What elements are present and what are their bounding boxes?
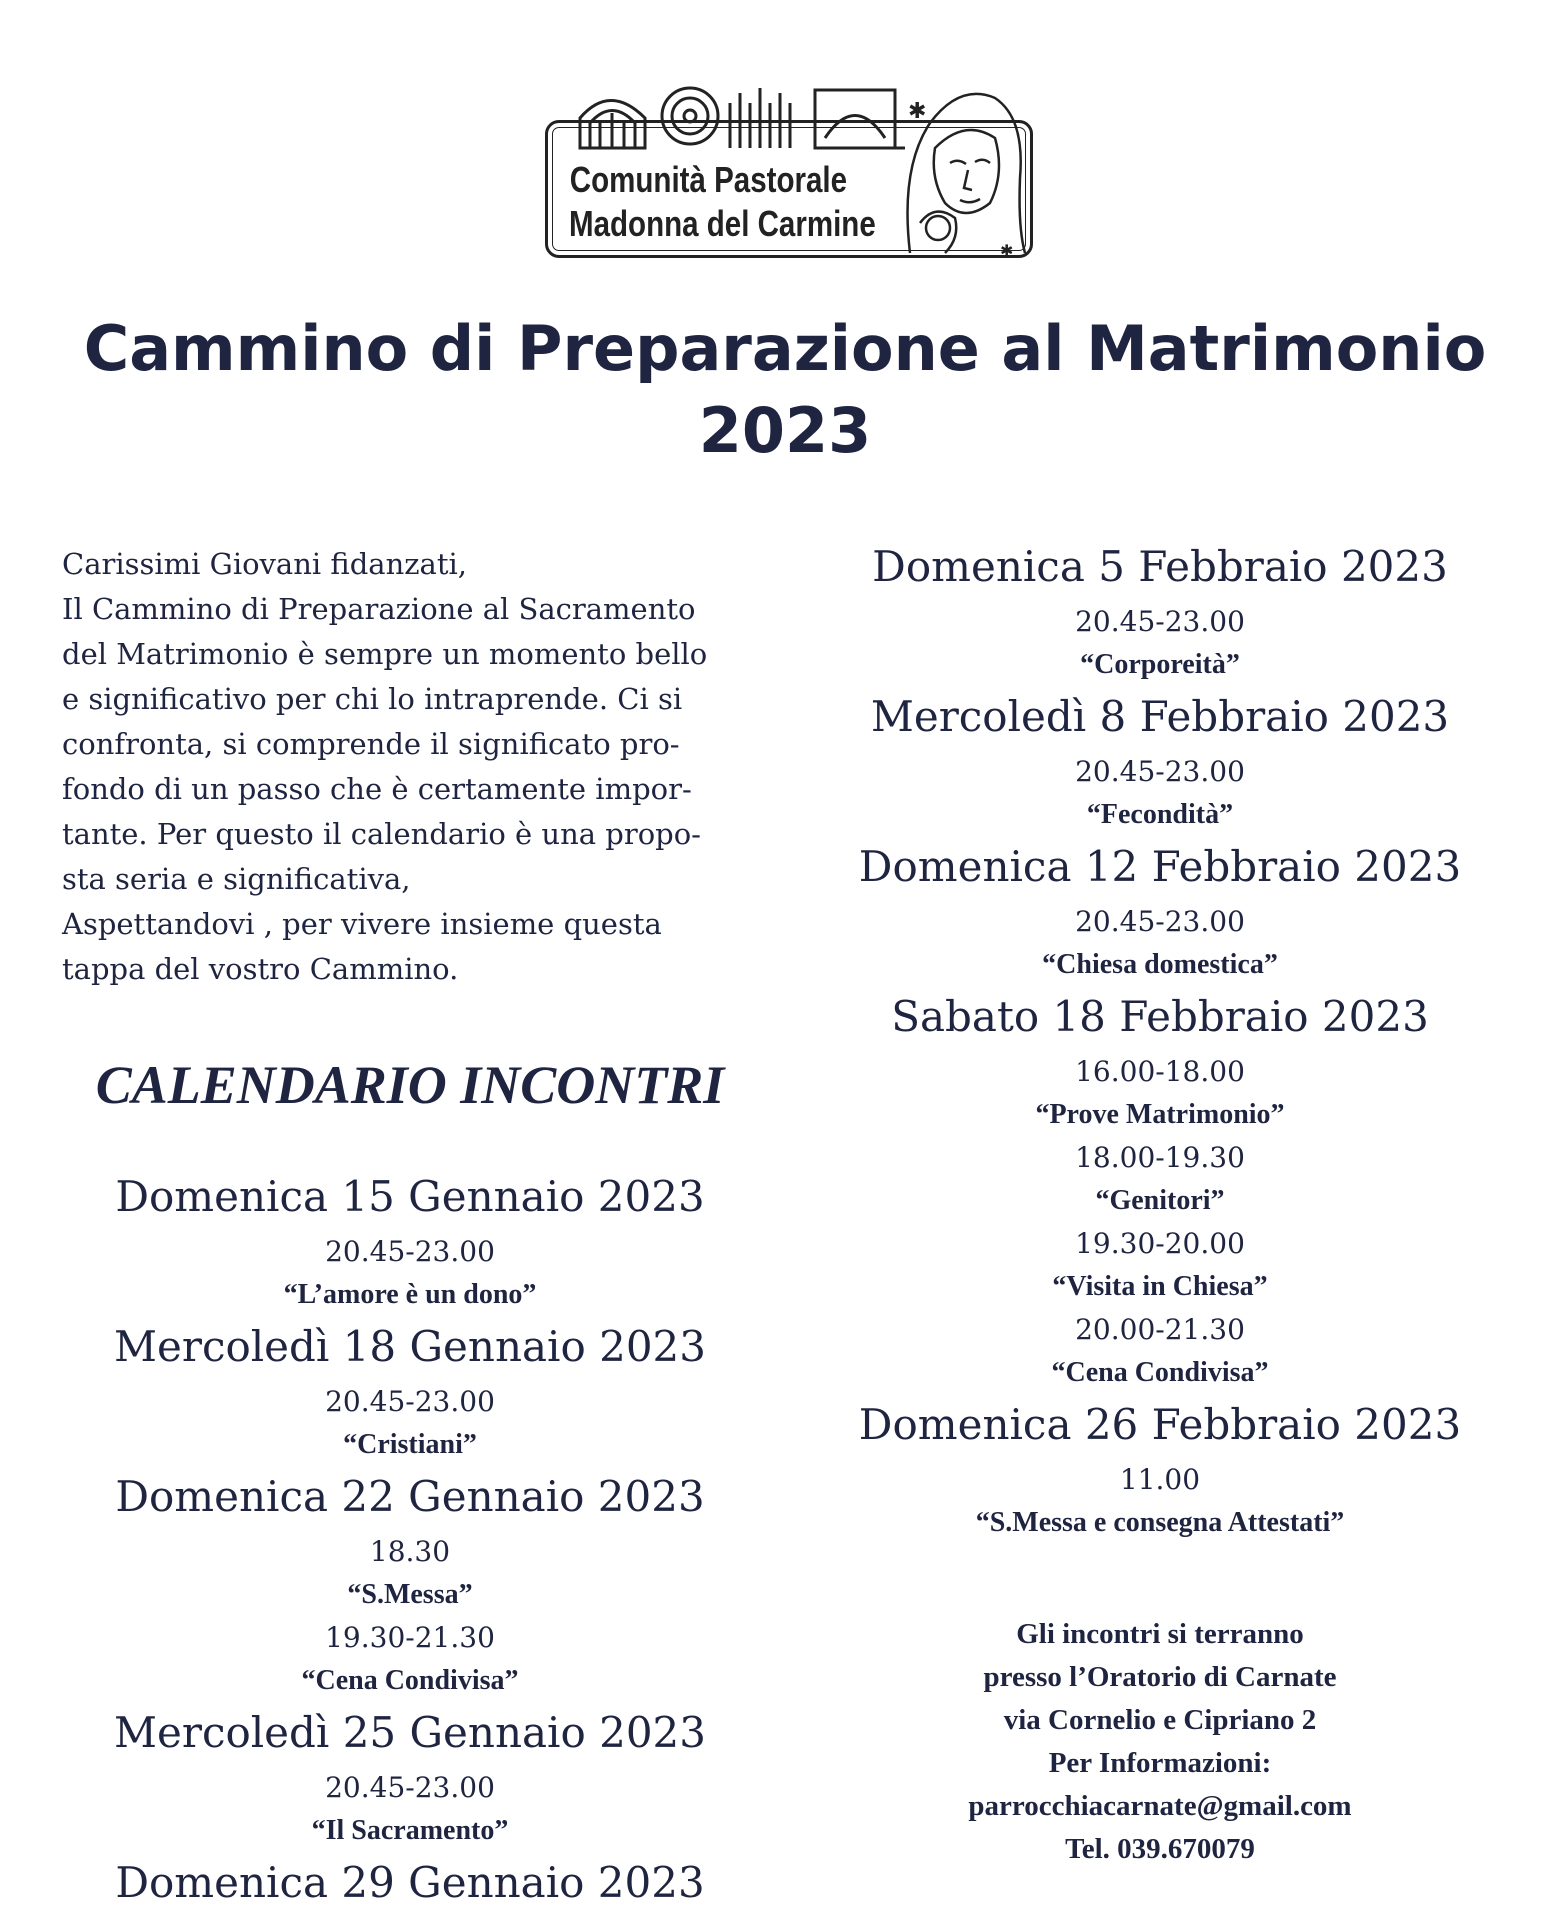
logo-line1: Comunità Pastorale <box>569 159 848 200</box>
madonna-icon <box>890 78 1030 263</box>
logo <box>545 78 1040 268</box>
calendar-title: CALENDARIO INCONTRI <box>95 1055 725 1115</box>
event-time: 18.00-19.30 <box>1075 1141 1245 1174</box>
event-date: Domenica 26 Febbraio 2023 <box>858 1400 1462 1449</box>
intro-line: sta seria e significativa, <box>62 862 411 896</box>
event-time: 19.30-21.30 <box>325 1621 495 1654</box>
event-date: Mercoledì 18 Gennaio 2023 <box>114 1322 706 1371</box>
intro-line: Aspettandovi , per vivere insieme questa <box>62 907 662 941</box>
event-topic: “Cena Condivisa” <box>301 1665 519 1696</box>
event-date: Domenica 29 Gennaio 2023 <box>115 1858 705 1907</box>
event-time: 16.00-18.00 <box>1075 1055 1245 1088</box>
schedule-right <box>790 535 1530 1871</box>
email-link[interactable]: parrocchiacarnate@gmail.com <box>968 1790 1352 1822</box>
event-time: 20.45-23.00 <box>325 1385 495 1418</box>
page-title <box>60 308 1510 472</box>
info-line: Gli incontri si terranno <box>1016 1618 1304 1650</box>
intro-line: tappa del vostro Cammino. <box>62 952 459 986</box>
title-line1: Cammino di Preparazione al Matrimonio <box>83 312 1487 385</box>
intro-line: Il Cammino di Preparazione al Sacramento <box>62 592 696 626</box>
event-time: 20.45-23.00 <box>1075 905 1245 938</box>
intro-line: del Matrimonio è sempre un momento bello <box>62 637 708 671</box>
intro-line: Carissimi Giovani fidanzati, <box>62 547 467 581</box>
event-topic: “Prove Matrimonio” <box>1035 1099 1285 1130</box>
event-date: Sabato 18 Febbraio 2023 <box>891 992 1429 1041</box>
event-time: 18.30 <box>369 1535 451 1568</box>
event-topic: “S.Messa” <box>347 1579 473 1610</box>
event-time: 20.45-23.00 <box>1075 605 1245 638</box>
logo-text <box>569 158 876 246</box>
info-line: presso l’Oratorio di Carnate <box>983 1661 1337 1693</box>
event-topic: “S.Messa e consegna Attestati” <box>975 1507 1345 1538</box>
event-time: 20.45-23.00 <box>325 1235 495 1268</box>
event-topic: “Corporeità” <box>1080 649 1240 680</box>
event-date: Domenica 22 Gennaio 2023 <box>115 1472 705 1521</box>
svg-text:✱: ✱ <box>908 99 927 124</box>
event-date: Mercoledì 25 Gennaio 2023 <box>114 1708 706 1757</box>
info-line: via Cornelio e Cipriano 2 <box>1003 1704 1317 1736</box>
intro-line: tante. Per questo il calendario è una propo- <box>62 817 701 851</box>
event-time: 20.45-23.00 <box>325 1771 495 1804</box>
event-date: Domenica 15 Gennaio 2023 <box>115 1172 705 1221</box>
logo-line2: Madonna del Carmine <box>569 203 876 244</box>
event-time: 20.00-21.30 <box>1075 1313 1245 1346</box>
intro-paragraph <box>62 542 782 992</box>
title-line2: 2023 <box>698 394 872 467</box>
event-time: 11.00 <box>1119 1463 1201 1496</box>
phone-number[interactable]: Tel. 039.670079 <box>1065 1833 1255 1865</box>
event-topic: “L’amore è un dono” <box>283 1279 537 1310</box>
svg-text:✱: ✱ <box>1000 241 1014 260</box>
event-date: Mercoledì 8 Febbraio 2023 <box>870 692 1450 741</box>
event-topic: “Fecondità” <box>1086 799 1234 830</box>
intro-line: e significativo per chi lo intraprende. Ci si <box>62 682 683 716</box>
event-topic: “Chiesa domestica” <box>1042 949 1278 980</box>
event-date: Domenica 12 Febbraio 2023 <box>858 842 1462 891</box>
info-line: Per Informazioni: <box>1048 1747 1272 1779</box>
event-time: 20.45-23.00 <box>1075 755 1245 788</box>
event-topic: “Cena Condivisa” <box>1051 1357 1269 1388</box>
event-topic: “Genitori” <box>1095 1185 1225 1216</box>
event-topic: “Visita in Chiesa” <box>1052 1271 1268 1302</box>
contact-info <box>790 1613 1530 1871</box>
event-topic: “Il Sacramento” <box>311 1815 509 1846</box>
intro-line: confronta, si comprende il significato pro- <box>62 727 680 761</box>
schedule-left <box>40 1165 780 1915</box>
event-date: Domenica 5 Febbraio 2023 <box>872 542 1448 591</box>
event-time: 19.30-20.00 <box>1075 1227 1245 1260</box>
event-topic: “Cristiani” <box>343 1429 477 1460</box>
intro-line: fondo di un passo che è certamente impor- <box>62 772 692 806</box>
